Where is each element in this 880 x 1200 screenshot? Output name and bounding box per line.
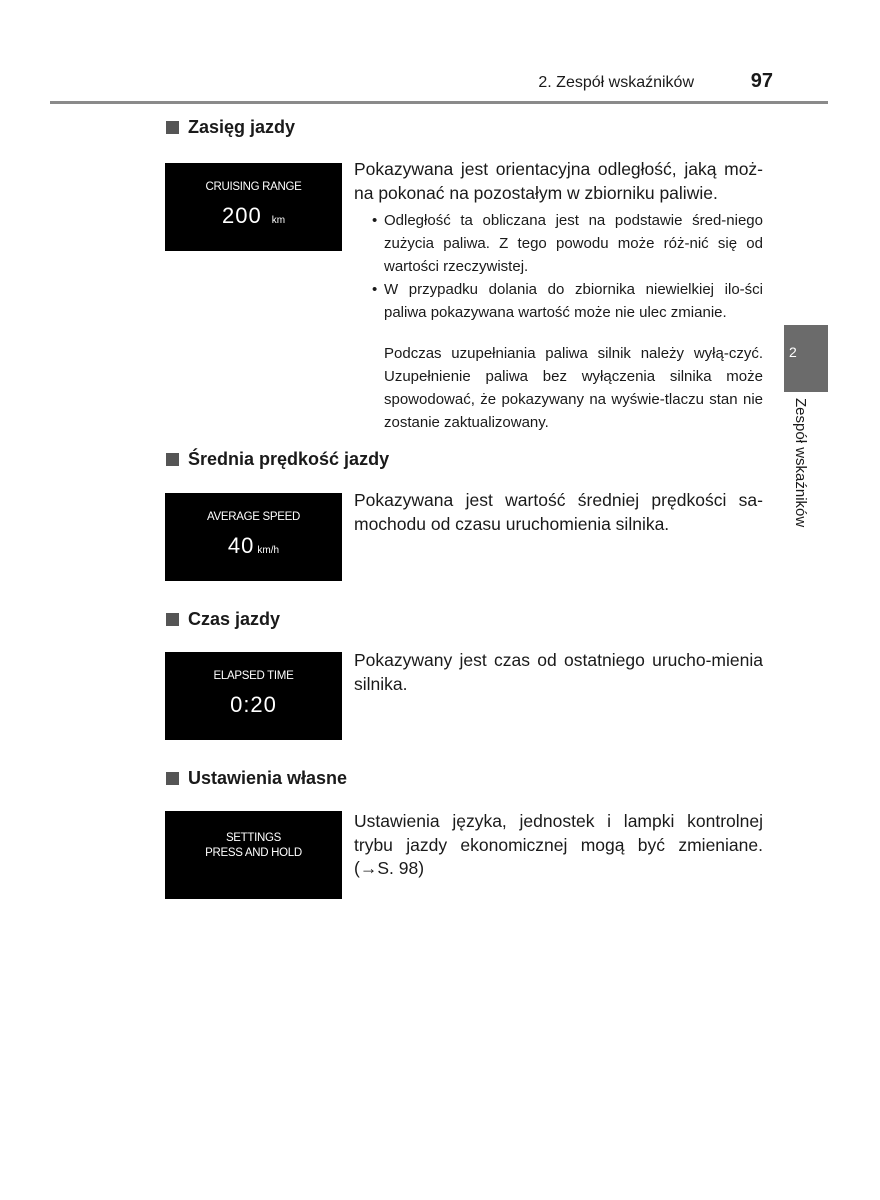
list-item-text: W przypadku dolania do zbiornika niewielkiej ilo-ści paliwa pokazywana wartość może nie ulec zmianie.	[384, 281, 763, 321]
chapter-tab-number: 2	[789, 344, 797, 360]
section-heading-text: Czas jazdy	[188, 609, 281, 629]
square-bullet-icon	[166, 121, 179, 134]
display-value: 200	[221, 203, 262, 228]
display-label: ELAPSED TIME	[213, 670, 294, 682]
display-label: AVERAGE SPEED	[206, 511, 301, 523]
header-divider	[50, 101, 828, 104]
cruising-range-display	[165, 163, 342, 251]
list-item-note-text: Podczas uzupełniania paliwa silnik należy wyłą-czyć. Uzupełnienie paliwa bez wyłączenia silnika może spowodować, że pokazywany na wyświe-tlaczu stan nie zostanie zaktualizowany.	[384, 345, 763, 431]
section-text: Ustawienia języka, jednostek i lampki kontrolnej trybu jazdy ekonomicznej mogą być zmieniane. (→S. 98)	[354, 811, 763, 878]
section-text: Pokazywana jest orientacyjna odległość, jaką moż-na pokonać na pozostałym w zbiorniku paliwie.	[354, 159, 763, 203]
section-heading-elapsed-time	[166, 609, 280, 630]
list-item	[372, 278, 763, 324]
bullet-dot-icon: •	[372, 212, 378, 229]
display-unit: km/h	[257, 545, 280, 556]
display-line-2: PRESS AND HOLD	[205, 847, 302, 859]
section-heading-average-speed	[166, 449, 389, 470]
elapsed-time-display	[165, 652, 342, 740]
section-text: Pokazywany jest czas od ostatniego urucho-mienia silnika.	[354, 650, 763, 694]
list-item-note	[372, 342, 763, 434]
average-speed-display	[165, 493, 342, 581]
page-number: 97	[750, 70, 773, 92]
section-heading-settings	[166, 768, 347, 789]
display-unit: km	[271, 215, 286, 226]
square-bullet-icon	[166, 453, 179, 466]
display-line-1: SETTINGS	[225, 832, 282, 844]
settings-display	[165, 811, 342, 899]
bullet-dot-icon: •	[372, 281, 378, 298]
section-heading-text: Średnia prędkość jazdy	[188, 449, 390, 469]
list-item-text: Odległość ta obliczana jest na podstawie śred-niego zużycia paliwa. Z tego powodu może róż-nić się od wartości rzeczywistej.	[384, 212, 763, 275]
display-value: 0:20	[230, 692, 277, 717]
section-text: Pokazywana jest wartość średniej prędkości sa-mochodu od czasu uruchomienia silnika.	[354, 490, 763, 534]
display-value: 40	[227, 533, 255, 558]
list-item	[372, 209, 763, 278]
square-bullet-icon	[166, 772, 179, 785]
section-heading-text: Zasięg jazdy	[188, 117, 296, 137]
section-heading-cruising-range	[166, 117, 295, 138]
chapter-title: 2. Zespół wskaźników	[538, 74, 694, 91]
square-bullet-icon	[166, 613, 179, 626]
chapter-side-label: Zespół wskaźników	[792, 398, 809, 528]
section-heading-text: Ustawienia własne	[188, 768, 348, 788]
display-label: CRUISING RANGE	[205, 181, 302, 193]
